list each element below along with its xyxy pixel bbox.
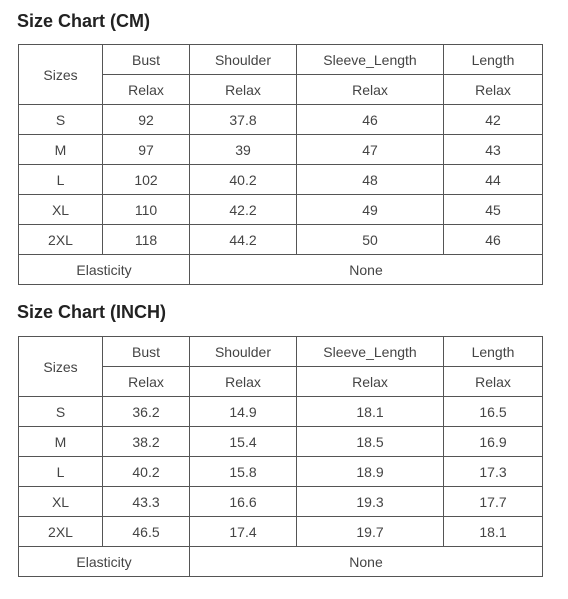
size-chart-cm-table: [18, 44, 543, 285]
bust-cell: 102: [103, 165, 190, 195]
subheader-cell: Relax: [190, 75, 297, 105]
bust-cell: 38.2: [103, 427, 190, 457]
table-row: [19, 135, 542, 165]
shoulder-cell: 15.8: [190, 457, 297, 487]
length-cell: 45: [444, 195, 542, 225]
bust-cell: 46.5: [103, 517, 190, 547]
elasticity-value: None: [349, 553, 383, 570]
header-shoulder: Shoulder: [190, 45, 297, 75]
subheader-cell: Relax: [190, 367, 297, 397]
header-sleeve-length: Sleeve_Length: [297, 45, 444, 75]
table-row: [19, 397, 542, 427]
sleeve-length-cell: 50: [297, 225, 444, 255]
shoulder-cell: 44.2: [190, 225, 297, 255]
bust-cell: 92: [103, 105, 190, 135]
subheader-cell: Relax: [103, 367, 190, 397]
length-cell: 43: [444, 135, 542, 165]
shoulder-cell: 14.9: [190, 397, 297, 427]
shoulder-cell: 40.2: [190, 165, 297, 195]
elasticity-label: Elasticity: [19, 547, 190, 576]
header-row: [19, 337, 542, 367]
elasticity-row: [19, 547, 542, 576]
table-row: [19, 487, 542, 517]
sleeve-length-cell: 18.1: [297, 397, 444, 427]
subheader-cell: Relax: [297, 367, 444, 397]
header-sleeve-length: Sleeve_Length: [297, 337, 444, 367]
table-row: [19, 165, 542, 195]
sleeve-length-cell: 46: [297, 105, 444, 135]
length-cell: 42: [444, 105, 542, 135]
subheader-cell: Relax: [444, 75, 542, 105]
table-row: [19, 427, 542, 457]
header-length: Length: [444, 337, 542, 367]
length-cell: 17.7: [444, 487, 542, 517]
header-bust: Bust: [103, 337, 190, 367]
sleeve-length-cell: 49: [297, 195, 444, 225]
header-sizes: Sizes: [19, 45, 103, 105]
sleeve-length-cell: 19.7: [297, 517, 444, 547]
size-chart-inch-table: [18, 336, 543, 577]
shoulder-cell: 42.2: [190, 195, 297, 225]
elasticity-row: [19, 255, 542, 284]
elasticity-value: None: [349, 261, 383, 278]
size-chart-cm-title: Size Chart (CM): [17, 11, 151, 31]
shoulder-cell: 17.4: [190, 517, 297, 547]
shoulder-cell: 39: [190, 135, 297, 165]
subheader-cell: Relax: [103, 75, 190, 105]
size-cell: M: [19, 427, 103, 457]
table-row: [19, 457, 542, 487]
size-chart-inch-title: Size Chart (INCH): [17, 302, 167, 322]
length-cell: 16.5: [444, 397, 542, 427]
length-cell: 44: [444, 165, 542, 195]
header-sizes: Sizes: [19, 337, 103, 397]
subheader-cell: Relax: [297, 75, 444, 105]
header-length: Length: [444, 45, 542, 75]
bust-cell: 43.3: [103, 487, 190, 517]
sleeve-length-cell: 47: [297, 135, 444, 165]
size-cell: S: [19, 397, 103, 427]
elasticity-label: Elasticity: [19, 255, 190, 284]
length-cell: 17.3: [444, 457, 542, 487]
size-cell: 2XL: [19, 517, 103, 547]
bust-cell: 110: [103, 195, 190, 225]
header-bust: Bust: [103, 45, 190, 75]
size-cell: S: [19, 105, 103, 135]
header-row: [19, 45, 542, 75]
bust-cell: 97: [103, 135, 190, 165]
size-cell: M: [19, 135, 103, 165]
shoulder-cell: 15.4: [190, 427, 297, 457]
sleeve-length-cell: 18.5: [297, 427, 444, 457]
shoulder-cell: 37.8: [190, 105, 297, 135]
table-row: [19, 225, 542, 255]
bust-cell: 118: [103, 225, 190, 255]
shoulder-cell: 16.6: [190, 487, 297, 517]
length-cell: 18.1: [444, 517, 542, 547]
size-cell: 2XL: [19, 225, 103, 255]
size-cell: XL: [19, 487, 103, 517]
sleeve-length-cell: 19.3: [297, 487, 444, 517]
table-row: [19, 105, 542, 135]
table-row: [19, 195, 542, 225]
sleeve-length-cell: 48: [297, 165, 444, 195]
bust-cell: 36.2: [103, 397, 190, 427]
table-row: [19, 517, 542, 547]
header-shoulder: Shoulder: [190, 337, 297, 367]
size-cell: L: [19, 165, 103, 195]
length-cell: 46: [444, 225, 542, 255]
bust-cell: 40.2: [103, 457, 190, 487]
subheader-cell: Relax: [444, 367, 542, 397]
size-cell: XL: [19, 195, 103, 225]
size-cell: L: [19, 457, 103, 487]
length-cell: 16.9: [444, 427, 542, 457]
sleeve-length-cell: 18.9: [297, 457, 444, 487]
